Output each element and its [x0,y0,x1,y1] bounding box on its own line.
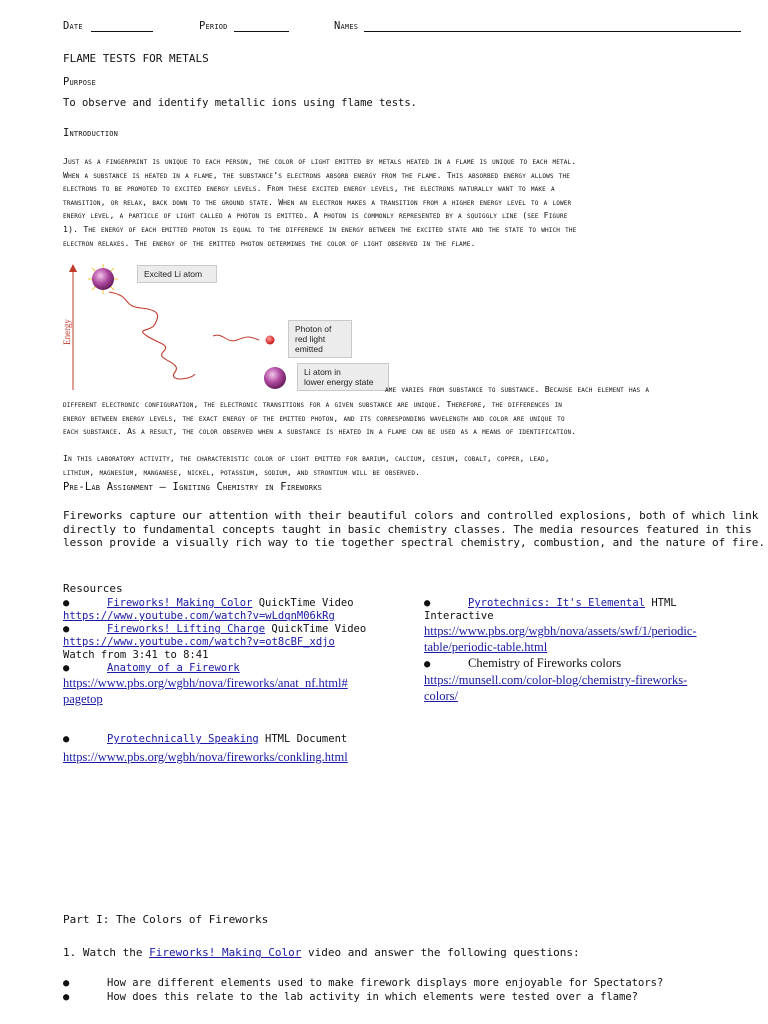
resource-type: HTML [645,597,677,609]
fireworks-making-color-link[interactable]: Fireworks! Making Color [107,597,253,609]
photon-icon [266,336,275,345]
prelab-heading: Pre-Lab Assignment – Igniting Chemistry in Fireworks [63,481,323,493]
youtube-lifting-charge-url[interactable]: https://www.youtube.com/watch?v=ot8cBF_xdjo [63,636,335,648]
chemistry-colors-text: Chemistry of Fireworks colors [468,656,622,670]
bullet-icon: ● [424,597,431,609]
fireworks-lifting-charge-link[interactable]: Fireworks! Lifting Charge [107,623,266,635]
resource-type-line: Interactive [424,610,494,622]
intro-line: transition, or relax, back down to the ground state. When an electron makes a transition from a higher energy level to a lower [63,196,572,207]
resource-item [63,733,347,745]
resources-right-column [424,597,744,704]
prelab-paragraph [63,509,765,550]
resource-type: HTML Document [258,733,348,745]
intro-line: When a substance is heated in a flame, the substance’s electrons absorb energy from the flame. This absorbed energy allows the [63,169,570,180]
bullet-icon: ● [63,990,70,1003]
intro-line: Just as a fingerprint is unique to each person, the color of light emitted by metals heated in a flame is unique to each metal. [63,156,577,166]
photon-squiggle [109,292,195,379]
bullet-icon: ● [63,977,70,989]
resource-item [63,662,393,675]
names-label: Names [334,20,359,32]
intro-continuation-first: ame varies from substance to substance. Because each element has a [385,384,650,394]
watch-note: Watch from 3:41 to 8:41 [63,649,209,661]
prelab-line: directly to fundamental concepts taught in basic chemistry classes. The media resources featured in this [63,522,752,536]
date-label: Date [63,20,83,32]
list-item [63,991,663,1005]
list-item-text: How does this relate to the lab activity in which elements were tested over a flame? [107,990,639,1003]
resources-heading: Resources [63,582,123,595]
list-item [63,977,663,991]
resource-type: QuickTime Video [252,597,354,609]
intro-line: electrons to be promoted to excited energy levels. From these excited energy levels, the electrons naturally want to make a [63,183,555,194]
ground-state-atom-icon [264,367,286,389]
lab-line: In this laboratory activity, the characteristic color of light emitted for barium, calcium, cesium, cobalt, copper, lead, [63,453,550,463]
periodic-table-url-line-2[interactable]: table/periodic-table.html [424,640,548,654]
intro-continuation [63,398,743,439]
lab-line: lithium, magnesium, manganese, nickel, potassium, sodium, and strontium will be observed. [63,466,421,477]
intro-line: energy level, a particle of light called a photon is emitted. A photon is commonly represented by a squiggly line (see Figure [63,210,568,221]
purpose-heading: Purpose [63,76,97,88]
bullet-icon: ● [424,658,431,670]
lower-state-label: Li atom in lower energy state [297,363,389,391]
bullet-icon: ● [63,623,70,635]
photon-label: Photon of red light emitted [288,320,352,358]
names-line[interactable] [364,31,741,32]
bullet-icon: ● [63,662,70,674]
purpose-text: To observe and identify metallic ions using flame tests. [63,97,418,109]
resources-left-column [63,597,393,707]
intro-line: energy between energy levels, the exact energy of the emitted photon, and its corresponding wavelength and color are unique to [63,412,565,423]
date-line[interactable] [91,31,153,32]
list-item-text: How are different elements used to make firework displays more enjoyable for Spectators? [107,977,664,989]
excited-atom-label: Excited Li atom [137,265,217,283]
energy-axis-arrow-icon [69,264,77,272]
period-label: Period [199,20,228,32]
introduction-heading: Introduction [63,127,119,139]
resource-item [424,655,744,672]
prelab-line: Fireworks capture our attention with their beautiful colors and controlled explosions, both of which link [63,509,759,522]
period-line[interactable] [234,31,289,32]
question-text: video and answer the following questions: [301,946,580,959]
question-1 [63,946,580,959]
anatomy-url-line-1[interactable]: https://www.pbs.org/wgbh/nova/fireworks/anat_nf.html# [63,676,348,690]
resource-item [63,597,393,610]
introduction-paragraph [63,155,743,250]
intro-line: 1). The energy of each emitted photon is equal to the difference in energy between the excited state and the state to which the [63,223,577,234]
bullet-icon: ● [63,597,70,609]
lab-activity-paragraph [63,452,743,479]
resource-type: QuickTime Video [265,623,367,635]
prelab-line: lesson provide a visually rich way to tie together spectral chemistry, combustion, and the nature of fire. [63,536,765,550]
youtube-making-color-url[interactable]: https://www.youtube.com/watch?v=wLdqnM06kRg [63,610,335,622]
excited-atom-icon [88,264,118,294]
photon-emission-line [213,335,259,341]
resource-item [63,623,393,636]
resource-item [424,597,744,610]
munsell-url-line-1[interactable]: https://munsell.com/color-blog/chemistry-fireworks- [424,673,688,687]
munsell-url-line-2[interactable]: colors/ [424,689,459,703]
pyrotechnically-speaking-link[interactable]: Pyrotechnically Speaking [107,733,259,745]
bullet-icon: ● [63,733,70,745]
conkling-url[interactable]: https://www.pbs.org/wgbh/nova/fireworks/conkling.html [63,750,348,764]
page-title: FLAME TESTS FOR METALS [63,52,209,65]
intro-line: different electronic configuration, the electronic transitions for a given substance are unique. Therefore, the differences in [63,399,563,409]
energy-axis-label: Energy [63,319,72,345]
periodic-table-url-line-1[interactable]: https://www.pbs.org/wgbh/nova/assets/swf/1/periodic- [424,624,697,638]
intro-line: electron relaxes. The energy of the emitted photon determines the color of light observed in the flame. [63,237,476,248]
anatomy-url-line-2[interactable]: pagetop [63,692,103,706]
making-color-video-link[interactable]: Fireworks! Making Color [149,946,302,959]
intro-line: each substance. As a result, the color observed when a substance is heated in a flame can be used as a means of identification. [63,426,577,437]
energy-level-figure [63,262,385,394]
pyrotechnics-elemental-link[interactable]: Pyrotechnics: It's Elemental [468,597,646,609]
anatomy-of-firework-link[interactable]: Anatomy of a Firework [107,662,240,674]
question-bullets [63,977,663,1004]
part1-heading: Part I: The Colors of Fireworks [63,913,269,926]
question-text: 1. Watch the [63,946,150,959]
